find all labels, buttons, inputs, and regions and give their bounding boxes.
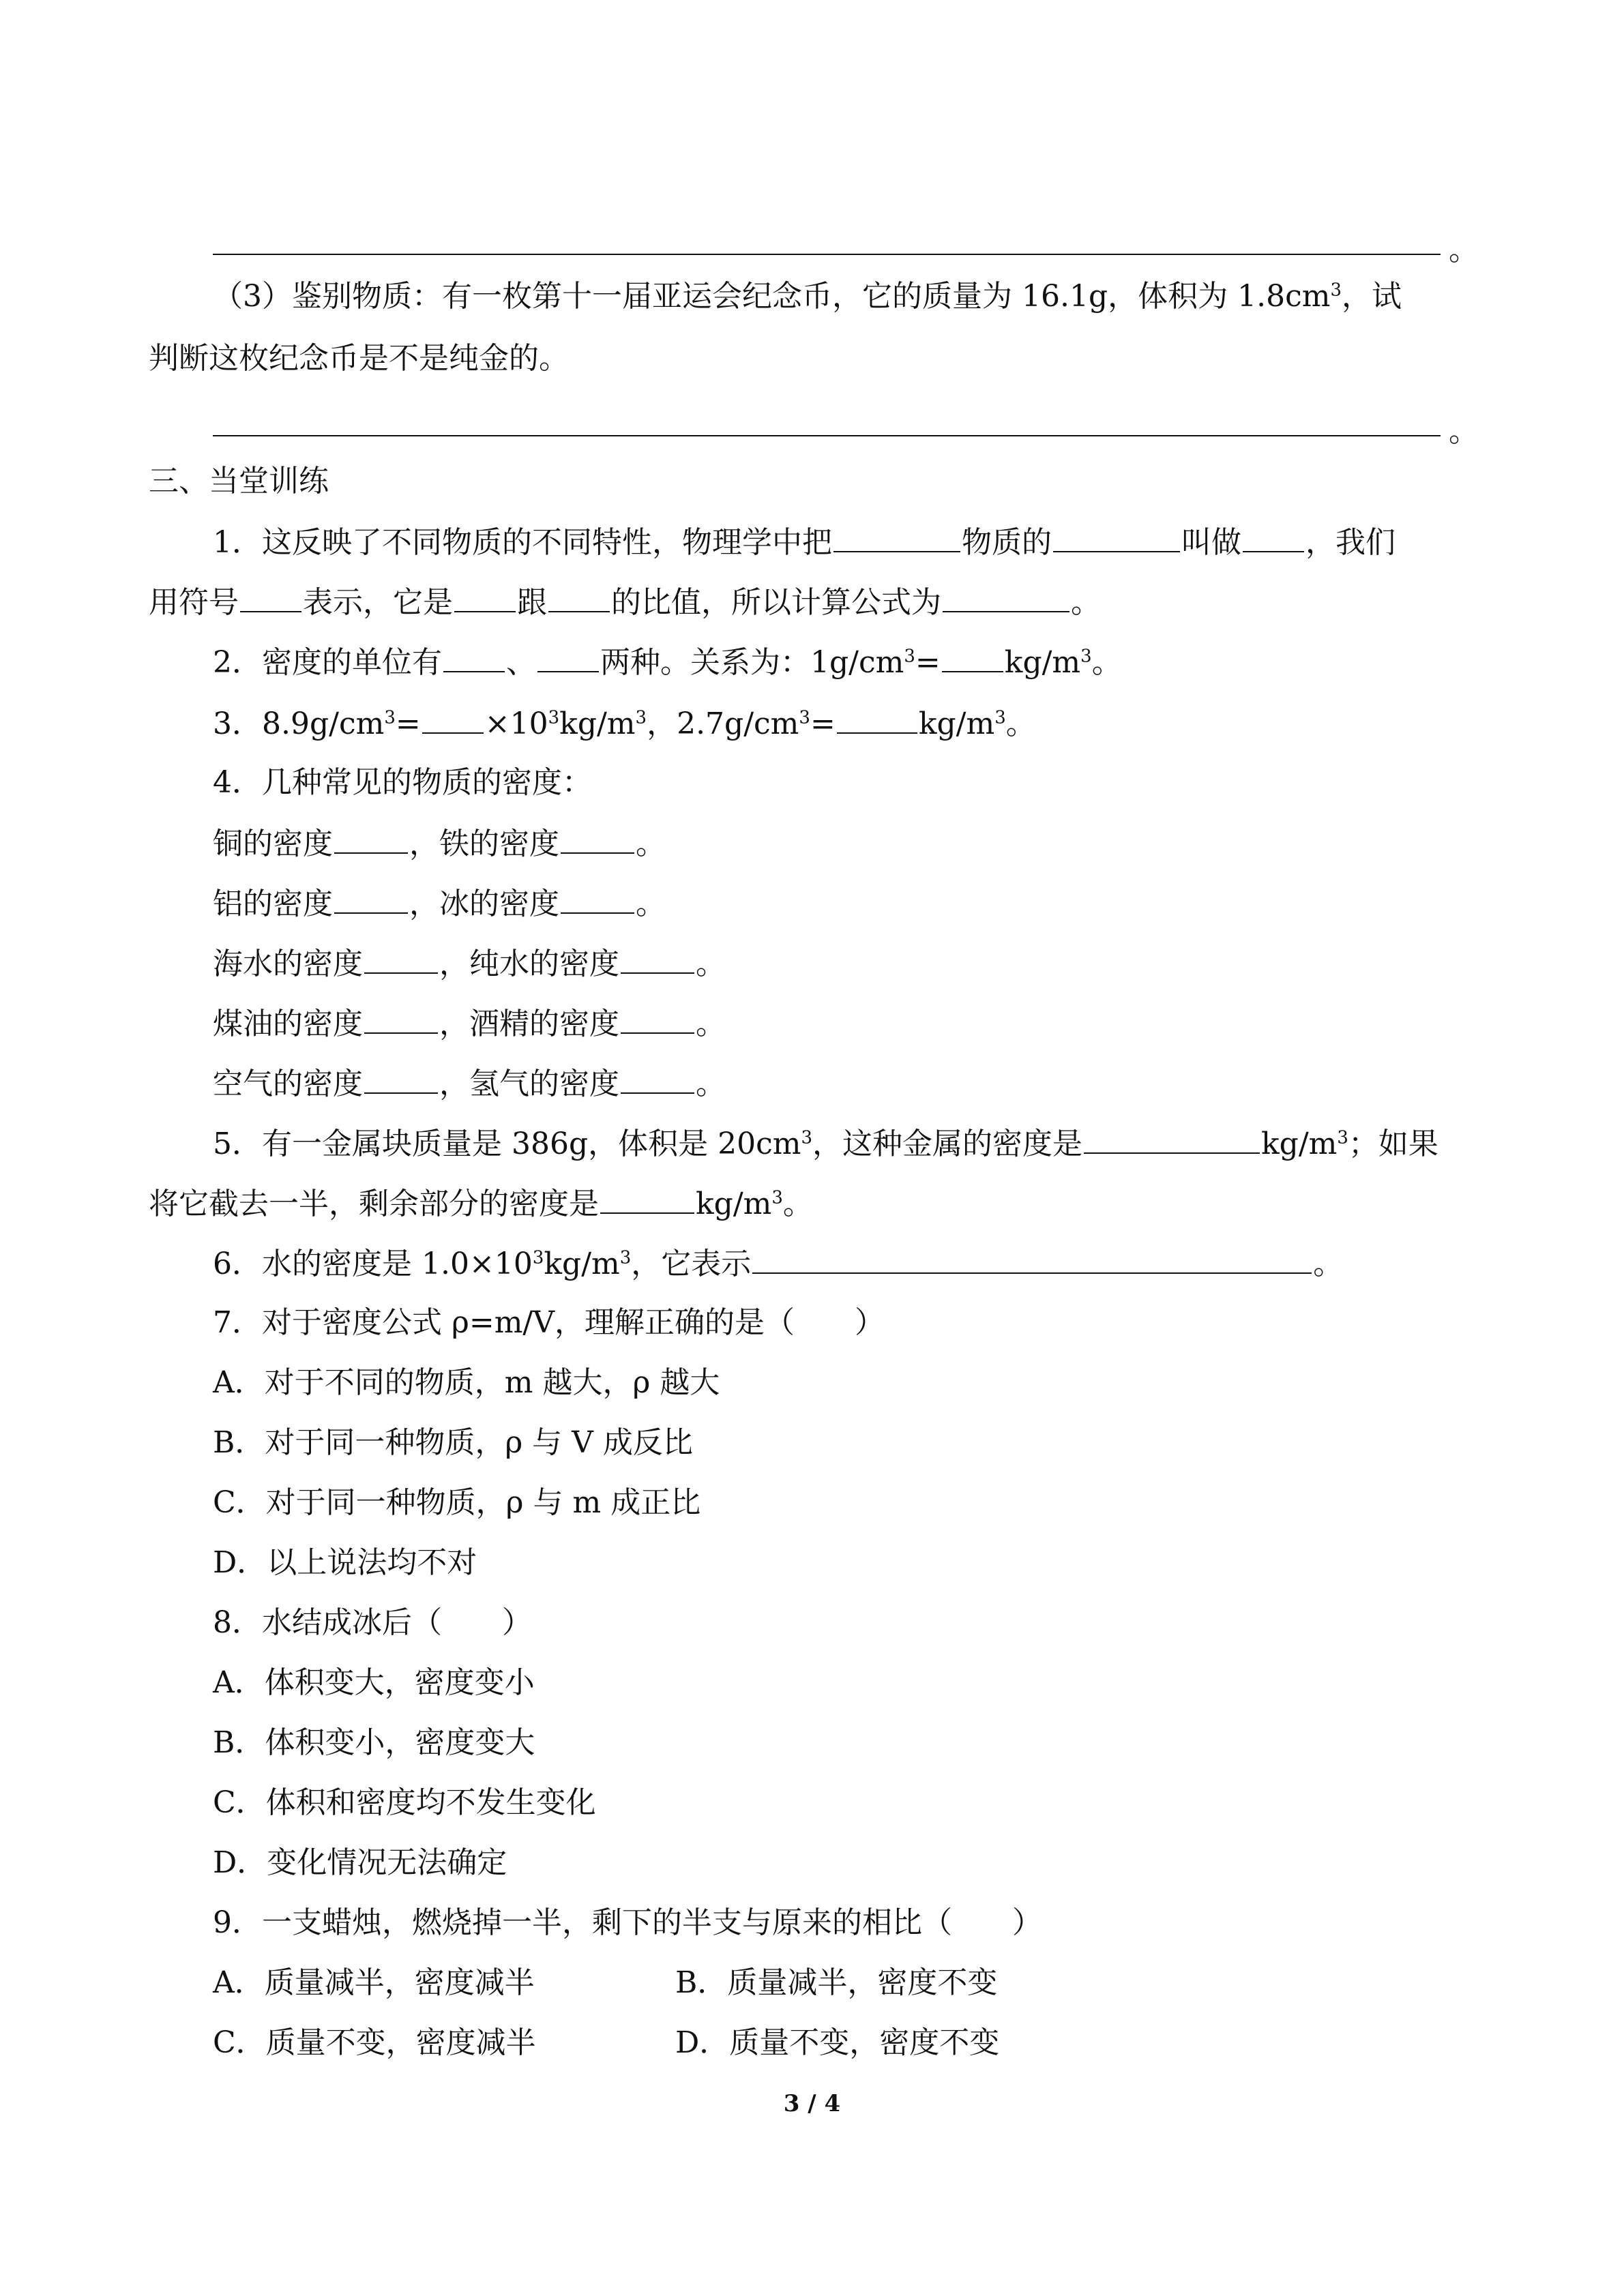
- question-3: 3．$8.9g/cm^3= \times 10^3kg/m^3$，$2.7g/cm^3= kg/m^3$。: [213, 702, 1036, 745]
- option-c: C．质量不变，密度减半: [213, 2025, 536, 2060]
- answer-line: [213, 254, 1441, 255]
- line-end-period: 。: [1449, 414, 1479, 449]
- question-5-line2: 将它截去一半，剩余部分的密度是 $kg/m^3$。: [149, 1182, 813, 1225]
- option-a: A．对于不同的物质，m 越大，ρ 越大: [213, 1365, 720, 1400]
- question-9: 9．一支蜡烛，燃烧掉一半，剩下的半支与原来的相比（ ）: [213, 1905, 1042, 1940]
- question-7: 7．对于密度公式 ρ=m/V，理解正确的是（ ）: [213, 1305, 885, 1340]
- option-b: B．对于同一种物质，ρ 与 V 成反比: [213, 1425, 693, 1460]
- density-row: 铝的密度 ，冰的密度 。: [213, 882, 666, 925]
- option-row: [213, 2023, 536, 2063]
- question-6: 6．水的密度是 $1.0\times 10^3kg/m^3$，它表示 。: [213, 1242, 1343, 1285]
- option-a: A．体积变大，密度变小: [213, 1665, 535, 1700]
- option-row: [213, 1963, 535, 2003]
- question-5: 5．有一金属块质量是 386g，体积是 $20cm^3$，这种金属的密度是 $kg/m^3$；如果: [213, 1122, 1438, 1165]
- density-row: 铜的密度 ，铁的密度 。: [213, 822, 666, 865]
- density-row: 海水的密度 ，纯水的密度 。: [213, 942, 726, 985]
- question-1-line2: 用符号 表示，它是 跟 的比值，所以计算公式为 。: [149, 581, 1101, 623]
- question-8: 8．水结成冰后（ ）: [213, 1605, 532, 1640]
- option-c: C．体积和密度均不发生变化: [213, 1785, 596, 1820]
- option-d: D．以上说法均不对: [213, 1545, 477, 1580]
- section-title: 三、当堂训练: [149, 464, 329, 498]
- q3-text: （3）鉴别物质：有一枚第十一届亚运会纪念币，它的质量为 16.1g，体积为 $1.8cm^3$，试: [213, 279, 1402, 314]
- question-1: 1．这反映了不同物质的不同特性，物理学中把 物质的 叫做 ，我们: [213, 521, 1396, 563]
- question-4: 4．几种常见的物质的密度：: [213, 765, 592, 800]
- option-c: C．对于同一种物质，ρ 与 m 成正比: [213, 1485, 701, 1520]
- density-row: 空气的密度 ，氢气的密度 。: [213, 1062, 726, 1105]
- option-d: D．变化情况无法确定: [213, 1845, 507, 1880]
- option-d: D．质量不变，密度不变: [675, 2025, 1000, 2060]
- option-a: A．质量减半，密度减半: [213, 1965, 535, 2000]
- question-2: 2．密度的单位有 、 两种。关系为：$1g/cm^3= kg/m^3$。: [213, 641, 1122, 683]
- answer-line: [213, 435, 1441, 436]
- option-b: B．质量减半，密度不变: [675, 1965, 998, 2000]
- density-row: 煤油的密度 ，酒精的密度 。: [213, 1002, 726, 1045]
- option-b: B．体积变小，密度变大: [213, 1725, 535, 1760]
- q3-text-line2: 判断这枚纪念币是不是纯金的。: [149, 341, 569, 376]
- page-number: 3 / 4: [783, 2090, 841, 2117]
- line-end-period: 。: [1449, 233, 1479, 267]
